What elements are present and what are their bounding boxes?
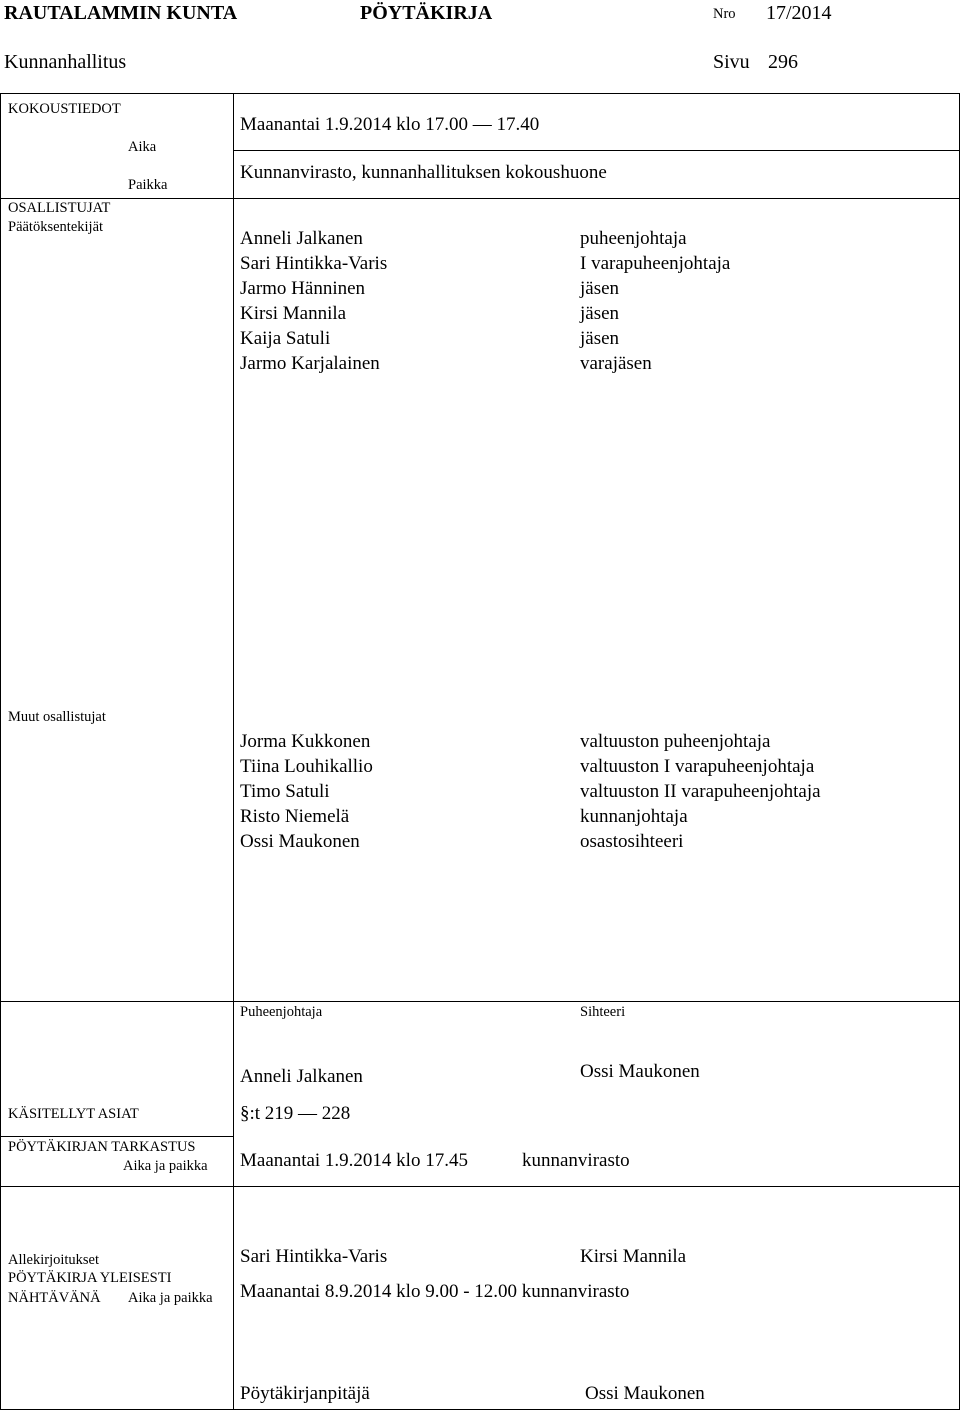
other-participants-roles: [580, 729, 821, 854]
meeting-section-divider: [0, 198, 960, 199]
decision-maker-role: jäsen: [580, 328, 620, 349]
other-participant-role: osastosihteeri: [580, 831, 684, 852]
table-left-border: [0, 93, 1, 1409]
public-time-place-label: Aika ja paikka: [128, 1290, 213, 1306]
minutes-keeper-name: Ossi Maukonen: [585, 1383, 705, 1404]
meeting-place-value: Kunnanvirasto, kunnanhallituksen kokoushuone: [240, 162, 607, 183]
meeting-info-label: KOKOUSTIEDOT: [8, 101, 121, 117]
review-section-divider: [0, 1186, 960, 1187]
other-participant-role: valtuuston II varapuheenjohtaja: [580, 781, 821, 802]
review-place-value: kunnanvirasto: [522, 1150, 630, 1171]
municipality-name: RAUTALAMMIN KUNTA: [4, 2, 238, 24]
document-type: PÖYTÄKIRJA: [360, 2, 493, 24]
secretary-name: Ossi Maukonen: [580, 1061, 700, 1082]
place-label: Paikka: [128, 177, 168, 193]
page-label: Sivu: [713, 51, 750, 73]
table-top-border: [0, 93, 960, 94]
minutes-keeper-label: Pöytäkirjanpitäjä: [240, 1383, 370, 1404]
decision-maker-role: I varapuheenjohtaja: [580, 253, 731, 274]
other-participant-name: Ossi Maukonen: [240, 831, 360, 852]
time-label: Aika: [128, 139, 157, 155]
participants-section-divider: [0, 1001, 960, 1002]
other-participant-role: kunnanjohtaja: [580, 806, 688, 827]
chair-label: Puheenjohtaja: [240, 1004, 323, 1020]
participants-label: OSALLISTUJAT: [8, 200, 111, 216]
signatures-label: Allekirjoitukset: [8, 1252, 100, 1268]
other-participant-role: valtuuston puheenjohtaja: [580, 731, 771, 752]
organ-name: Kunnanhallitus: [4, 51, 127, 73]
other-participants-names: [240, 729, 373, 854]
decision-maker-role: jäsen: [580, 303, 620, 324]
public-display-label-2: NÄHTÄVÄNÄ: [8, 1290, 101, 1306]
decision-maker-role: puheenjohtaja: [580, 228, 687, 249]
page-number: 296: [768, 51, 798, 73]
number-label: Nro: [713, 6, 736, 22]
decision-maker-role: jäsen: [580, 278, 620, 299]
number-value: 17/2014: [766, 2, 832, 24]
handled-items-label: KÄSITELLYT ASIAT: [8, 1106, 139, 1122]
chair-name: Anneli Jalkanen: [240, 1066, 363, 1087]
decision-makers-roles: [580, 226, 730, 376]
decision-maker-name: Sari Hintikka-Varis: [240, 253, 388, 274]
handled-section-divider: [0, 1136, 233, 1137]
other-participant-name: Jorma Kukkonen: [240, 731, 371, 752]
other-participant-name: Timo Satuli: [240, 781, 330, 802]
decision-makers-names: [240, 226, 387, 376]
decision-maker-role: varajäsen: [580, 353, 652, 374]
reviewer-1-name: Sari Hintikka-Varis: [240, 1246, 388, 1267]
meeting-time-value: Maanantai 1.9.2014 klo 17.00 — 17.40: [240, 114, 540, 135]
public-display-label: PÖYTÄKIRJA YLEISESTI: [8, 1270, 172, 1286]
secretary-label: Sihteeri: [580, 1004, 626, 1020]
time-row-divider: [233, 150, 960, 151]
table-column-divider: [233, 93, 234, 1409]
review-time-value: Maanantai 1.9.2014 klo 17.45: [240, 1150, 468, 1171]
other-participant-name: Tiina Louhikallio: [240, 756, 373, 777]
reviewer-2-name: Kirsi Mannila: [580, 1246, 687, 1267]
public-display-value: Maanantai 8.9.2014 klo 9.00 - 12.00 kunnanvirasto: [240, 1281, 630, 1302]
decision-maker-name: Jarmo Karjalainen: [240, 353, 380, 374]
other-participant-role: valtuuston I varapuheenjohtaja: [580, 756, 815, 777]
decision-maker-name: Kaija Satuli: [240, 328, 331, 349]
other-participants-label: Muut osallistujat: [8, 709, 106, 725]
decision-maker-name: Jarmo Hänninen: [240, 278, 366, 299]
handled-items-value: §:t 219 — 228: [240, 1103, 351, 1124]
decision-makers-label: Päätöksentekijät: [8, 219, 104, 235]
other-participant-name: Risto Niemelä: [240, 806, 350, 827]
review-time-place-label: Aika ja paikka: [123, 1158, 208, 1174]
decision-maker-name: Kirsi Mannila: [240, 303, 347, 324]
review-label: PÖYTÄKIRJAN TARKASTUS: [8, 1139, 196, 1155]
decision-maker-name: Anneli Jalkanen: [240, 228, 363, 249]
